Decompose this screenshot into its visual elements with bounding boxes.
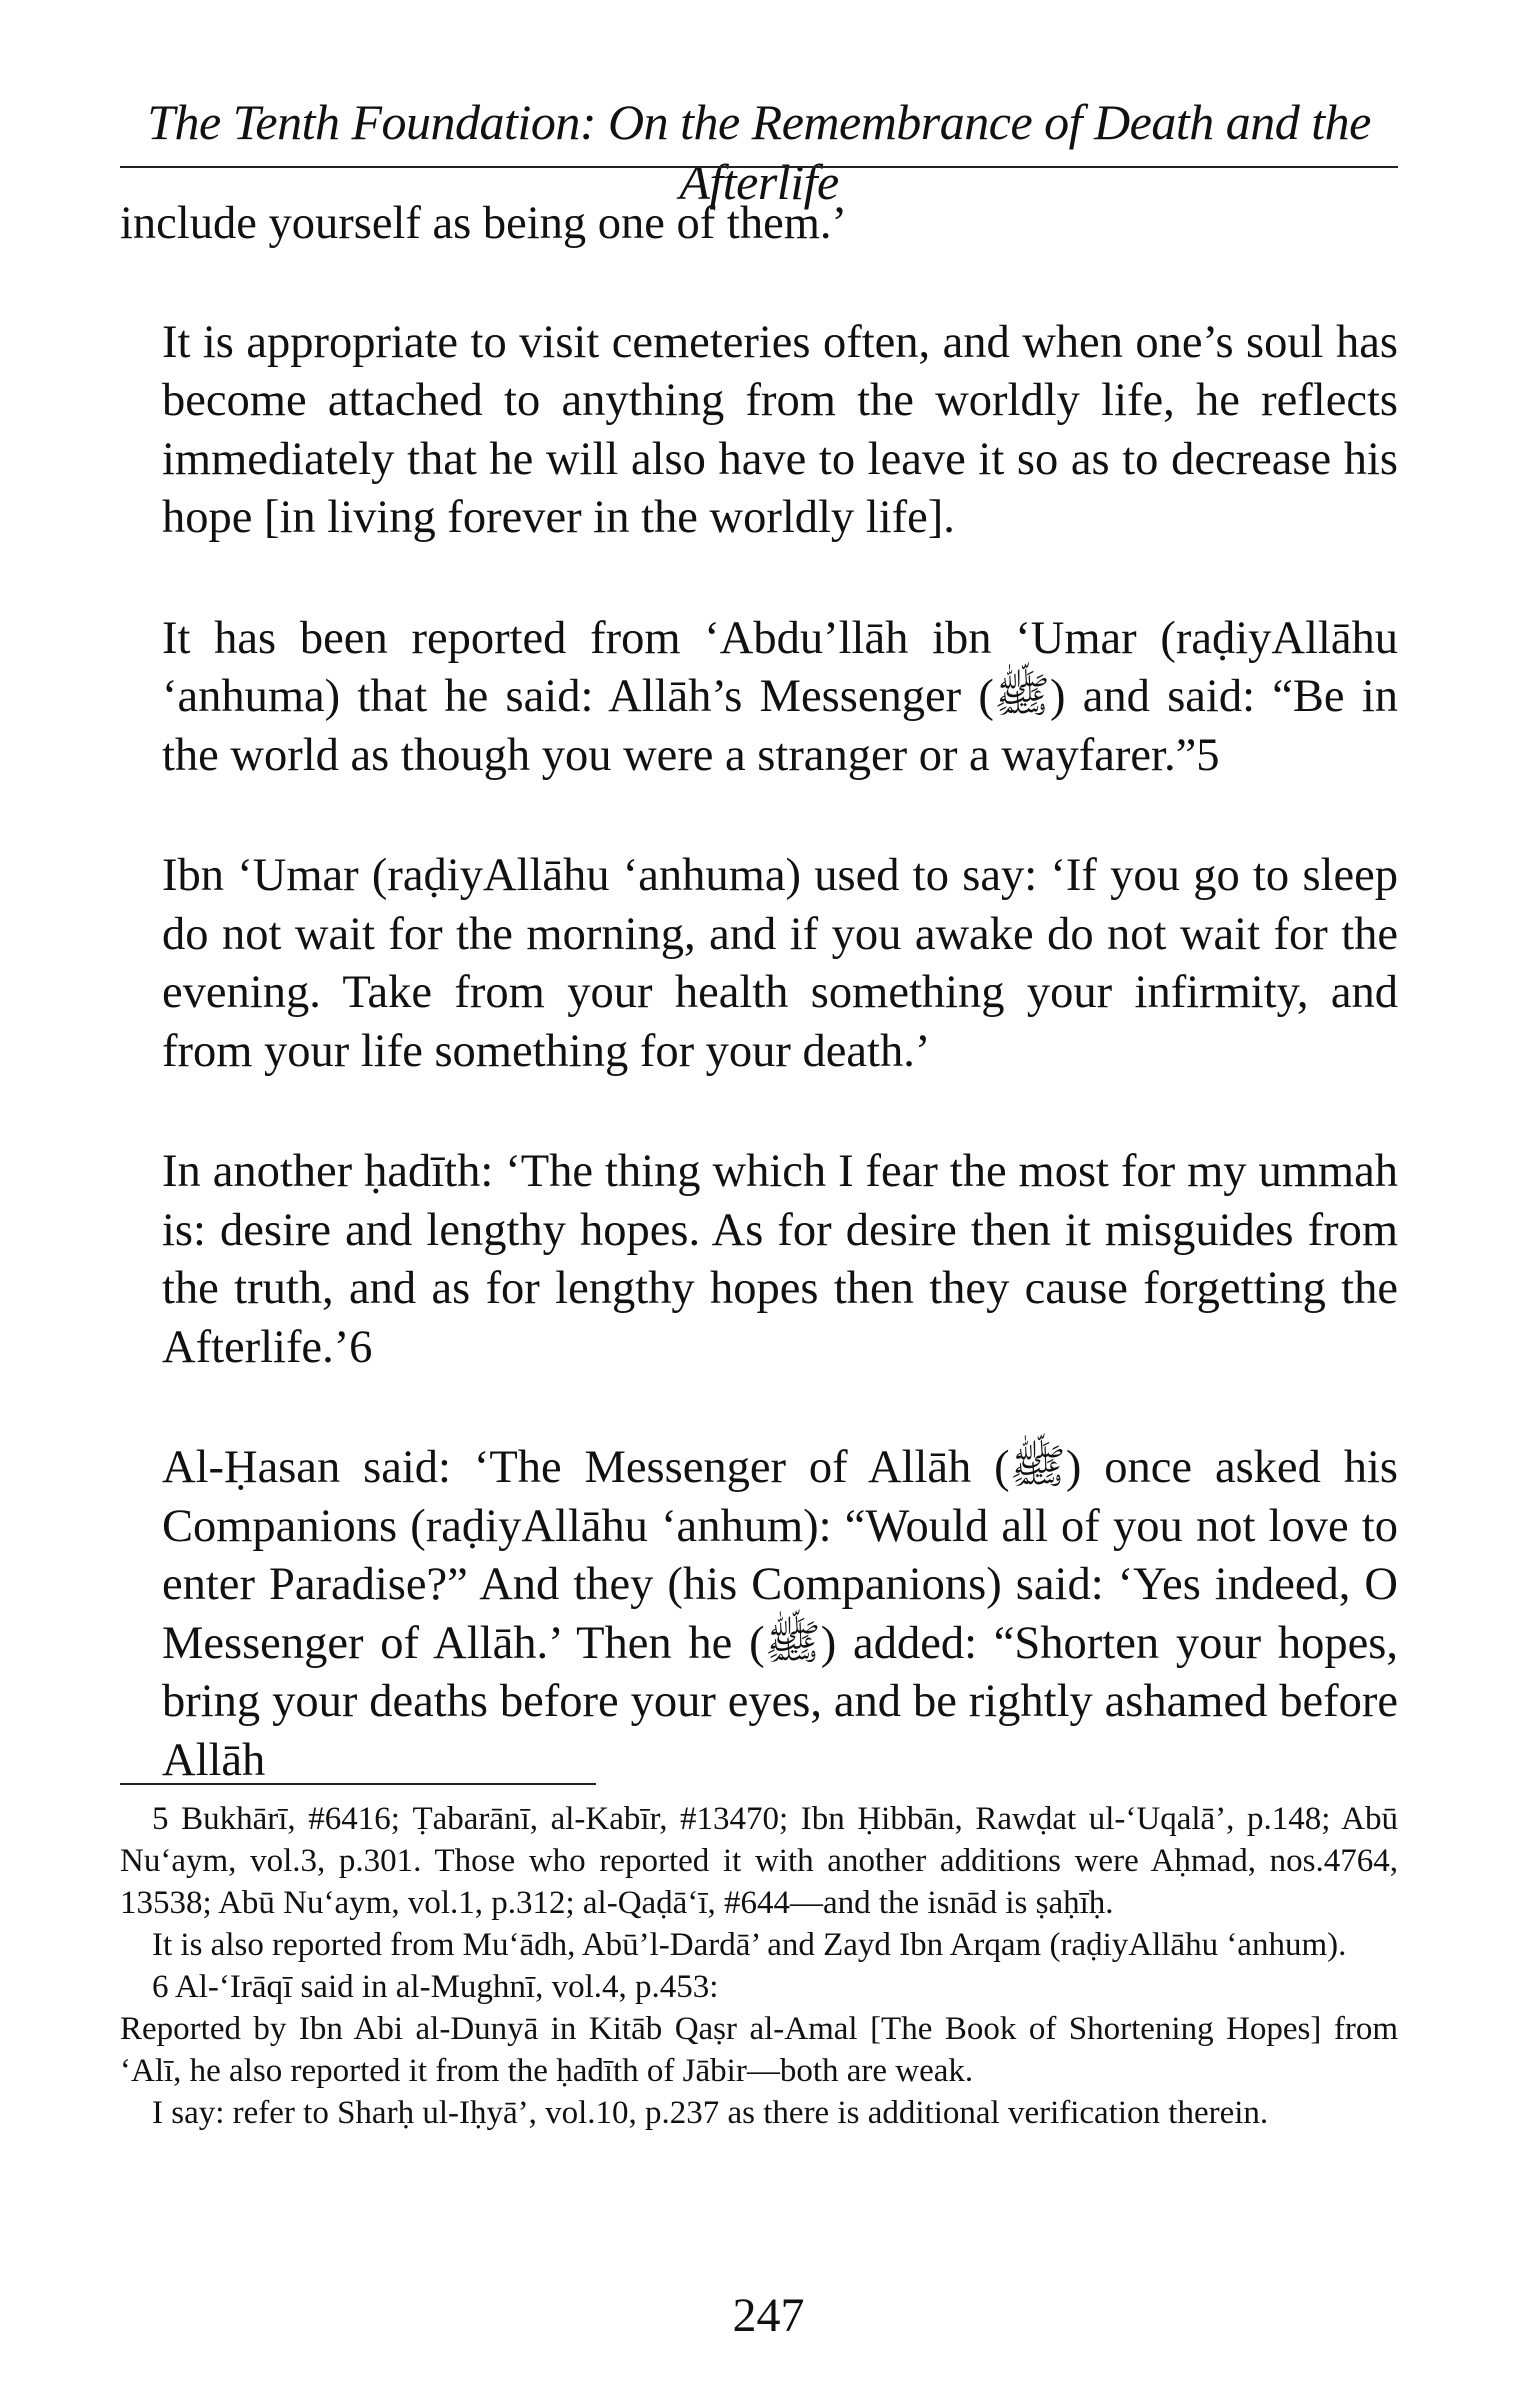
page-number: 247	[732, 2289, 805, 2342]
paragraph-ibn-umar-saying: Ibn ‘Umar (raḍiyAllāhu ‘anhuma) used to say: ‘If you go to sleep do not wait for the morning, and if you awake do not wait for the evening. Take from your health something your infirmity, and from your life something for your death.’	[162, 850, 1398, 1077]
footnote-6-comment: I say: refer to Sharḥ ul-Iḥyā’, vol.10, p.237 as there is additional verification therein.	[152, 2095, 1269, 2131]
footnote-6-quote: Reported by Ibn Abi al-Dunyā in Kitāb Qaṣr al-Amal [The Book of Shortening Hopes] from ‘Alī, he also reported it from the ḥadīth of Jābir—both are weak.	[120, 2011, 1398, 2089]
footnote-6: 6 Al-‘Irāqī said in al-Mughnī, vol.4, p.453:	[152, 1969, 719, 2005]
main-text	[120, 195, 1398, 1790]
paragraph-stranger-hadith: It has been reported from ‘Abdu’llāh ibn ‘Umar (raḍiyAllāhu ‘anhuma) that he said: Allāh’s Messenger (ﷺ) and said: “Be in the world as though you were a stranger or a wayfarer.”5	[162, 612, 1398, 781]
header-rule	[120, 166, 1398, 168]
footnote-5-continued: It is also reported from Mu‘ādh, Abū’l-Dardā’ and Zayd Ibn Arqam (raḍiyAllāhu ‘anhum).	[152, 1927, 1347, 1963]
footnotes	[120, 1798, 1398, 2134]
paragraph-al-hasan: Al-Ḥasan said: ‘The Messenger of Allāh (ﷺ) once asked his Companions (raḍiyAllāhu ‘anhum): “Would all of you not love to enter Paradise?” And they (his Companions) said: ‘Yes indeed, O Messenger of Allāh.’ Then he (ﷺ) added: “Shorten your hopes, bring your deaths before your eyes, and be rightly ashamed before Allāh	[162, 1442, 1398, 1786]
paragraph-fear-hadith: In another ḥadīth: ‘The thing which I fear the most for my ummah is: desire and lengthy hopes. As for desire then it misguides from the truth, and as for lengthy hopes then they cause forgetting the Afterlife.’6	[162, 1146, 1398, 1373]
running-head: The Tenth Foundation: On the Remembrance of Death and the Afterlife	[147, 94, 1371, 210]
paragraph-continuation: include yourself as being one of them.’	[120, 198, 847, 249]
paragraph-cemeteries: It is appropriate to visit cemeteries often, and when one’s soul has become attached to anything from the worldly life, he reflects immediately that he will also have to leave it so as to decrease his hope [in living forever in the worldly life].	[162, 316, 1398, 543]
footnote-rule	[120, 1783, 596, 1785]
footnote-5: 5 Bukhārī, #6416; Ṭabarānī, al-Kabīr, #13470; Ibn Ḥibbān, Rawḍat ul-‘Uqalā’, p.148; Abū Nu‘aym, vol.3, p.301. Those who reported it with another additions were Aḥmad, nos.4764, 13538; Abū Nu‘aym, vol.1, p.312; al-Qaḍā‘ī, #644—and the isnād is ṣaḥīḥ.	[120, 1801, 1398, 1921]
